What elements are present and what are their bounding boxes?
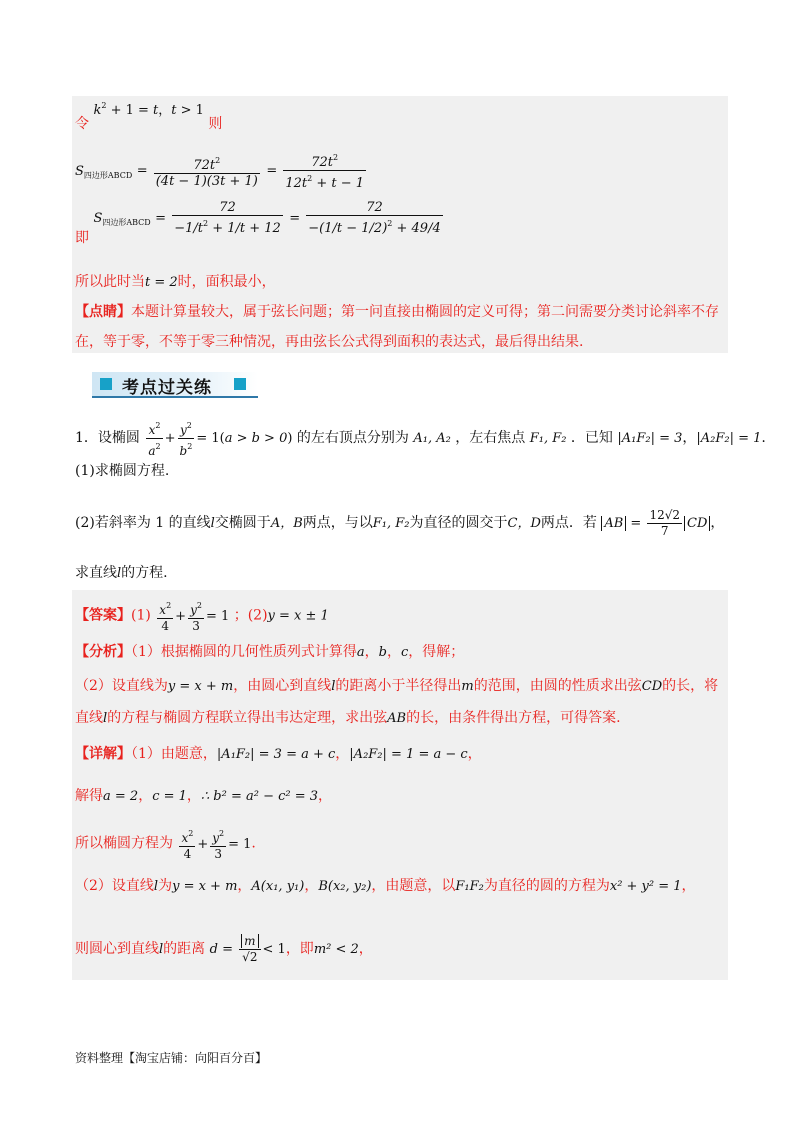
part-2-cont: 求直线l的方程.	[75, 565, 168, 581]
detail-line-3: 所以椭圆方程为 $\frac{x^2}{4}$ + $\frac{y^2}{3}$ = 1.	[75, 826, 256, 862]
area-fraction-2: $\frac{72t^2}{12t^2 + t - 1}$	[283, 150, 366, 191]
analysis-line-1: 【分析】（1）根据椭圆的几何性质列式计算得a，b，c，得解；	[75, 644, 465, 660]
section-header	[92, 370, 258, 398]
area-formula-2: 即 $S_{四边形ABCD}$ = $\frac{72}{-1/t^2 + 1/t + 12}$ = $\frac{72}{-(1/t - 1/2)^2 + 49/4}$	[75, 200, 441, 246]
area-fraction-3: $\frac{72}{-1/t^2 + 1/t + 12}$	[174, 200, 281, 236]
let-line: 令 $k^2 + 1 = t$，t > 1 则	[75, 101, 223, 132]
comment-line-2: 在，等于零，不等于零三种情况，再由弦长公式得到面积的表达式，最后得出结果.	[75, 334, 584, 350]
analysis-line-2: （2）设直线为y = x + m，由圆心到直线l的距离小于半径得出m的范围，由圆的性质求出弦CD的长，将	[75, 678, 719, 694]
header-left-square-icon	[100, 378, 112, 390]
conclusion-line: 所以此时当t = 2时，面积最小，	[75, 274, 276, 290]
detail-line-2: 解得a = 2，c = 1，∴ b² = a² − c² = 3，	[75, 788, 333, 804]
section-title: 考点过关练	[122, 378, 212, 398]
part-1: (1)求椭圆方程.	[75, 463, 170, 479]
analysis-line-3: 直线l的方程与椭圆方程联立得出韦达定理，求出弦AB的长，由条件得出方程，可得答案.	[75, 710, 621, 726]
part-2: (2)若斜率为 1 的直线l交椭圆于A，B两点，与以F₁, F₂为直径的圆交于C，D两点．若 AB = $\frac{12√2}{7}$ CD ，	[75, 508, 725, 538]
detail-line-5: 则圆心到直线l的距离 d = $\frac{m}{√2}$ < 1，即m² < 2，	[75, 934, 373, 964]
area-fraction-4: $\frac{72}{-(1/t - 1/2)^2 + 49/4}$	[308, 200, 441, 236]
detail-line-1: 【详解】（1）由题意，|A₁F₂| = 3 = a + c，|A₂F₂| = 1 = a − c，	[75, 746, 482, 762]
header-right-square-icon	[234, 378, 246, 390]
let-math: $k^2 + 1 = t$，t > 1	[93, 101, 204, 118]
comment-line-1: 【点睛】本题计算量较大，属于弦长问题；第一问直接由椭圆的定义可得；第二问需要分类讨论斜率不存	[75, 304, 719, 320]
detail-line-4: （2）设直线l为y = x + m，A(x₁, y₁)，B(x₂, y₂)，由题意，以F₁F₂为直径的圆的方程为x² + y² = 1，	[75, 878, 696, 894]
footer-source: 资料整理【淘宝店铺：向阳百分百】	[75, 1051, 268, 1065]
ab-cd-condition: AB = $\frac{12√2}{7}$ CD	[601, 516, 710, 531]
area-fraction-1: $\frac{72t^2}{(4t - 1)(3t + 1)}$	[154, 153, 260, 189]
area-formula-1: $S_{四边形ABCD}$ = $\frac{72t^2}{(4t - 1)(3t + 1)}$ = $\frac{72t^2}{12t^2 + t - 1}$	[75, 150, 368, 191]
answer-line: 【答案】(1) $\frac{x^2}{4}$ + $\frac{y^2}{3}$ = 1 ；(2)y = x ± 1	[75, 598, 329, 634]
question-1: 1．设椭圆 $\frac{x^2}{a^2}$ + $\frac{y^2}{b^2}$ = 1(a > b > 0) 的左右顶点分别为 A₁, A₂ ，左右焦点 F₁, F₂ ．已知 |A₁F₂| = 3，|A₂F₂| = 1.	[75, 418, 766, 459]
ellipse-equation: $\frac{x^2}{a^2}$ + $\frac{y^2}{b^2}$ = 1(a > b > 0)	[144, 431, 292, 446]
